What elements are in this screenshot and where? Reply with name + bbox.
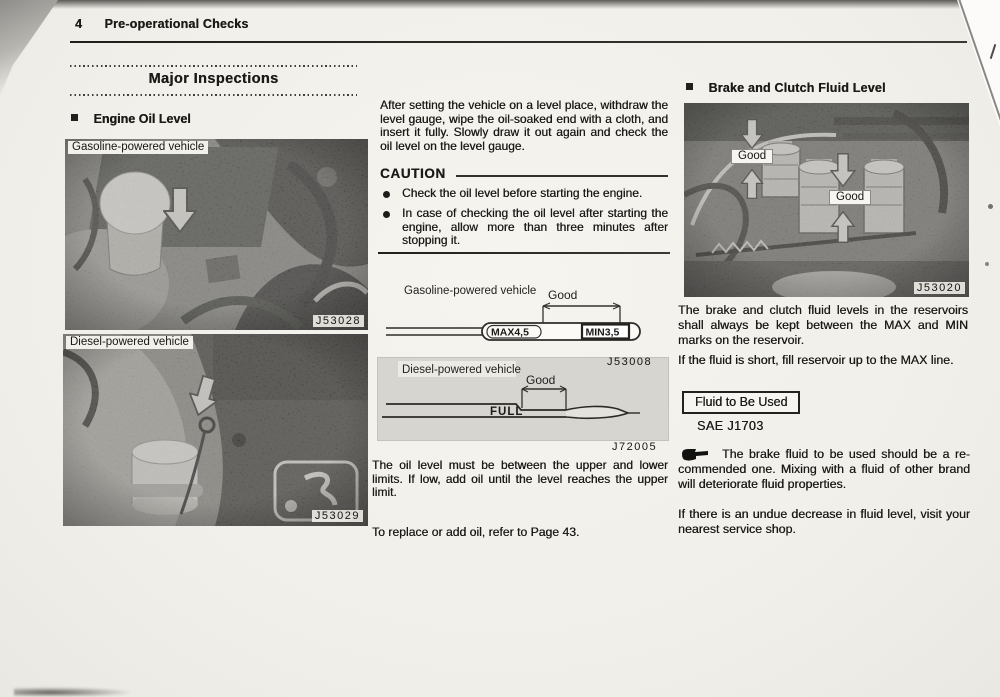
good-label-2: Good	[830, 191, 870, 204]
pointing-hand-icon	[680, 448, 710, 462]
diagram-diesel-code: J72005	[612, 441, 658, 453]
caution-list	[380, 187, 668, 248]
caution-item-text: In case of checking the oil level after starting the engine, allow more than three minutes after stopping it.	[402, 206, 668, 248]
brake-fluid-note	[678, 447, 970, 492]
section-dotted-rule-top	[70, 65, 357, 67]
page-header	[75, 17, 248, 31]
section-title: Major Inspections	[148, 71, 279, 87]
diagram-gasoline-label: Gasoline-powered vehicle	[404, 285, 537, 297]
engine-oil-heading	[71, 110, 191, 128]
caution-block	[380, 166, 668, 254]
diagram-gasoline-code: J53008	[607, 356, 653, 368]
oil-refer-note: To replace or add oil, refer to Page 43.	[372, 525, 580, 539]
caution-rule	[456, 175, 668, 177]
good-label-1: Good	[732, 150, 772, 163]
fluid-to-be-used-box	[682, 391, 800, 414]
reservoirs-illustration	[684, 103, 969, 297]
fluid-spec: SAE J1703	[697, 419, 764, 433]
diagram-diesel-label: Diesel-powered vehicle	[402, 364, 521, 376]
caution-title: CAUTION	[380, 166, 446, 181]
caution-item-text: Check the oil level before starting the engine.	[402, 186, 643, 200]
caution-item	[380, 207, 668, 248]
scan-dot-1	[988, 204, 993, 209]
fluid-short-paragraph: If the fluid is short, fill reservoir up to the MAX line.	[678, 353, 954, 367]
gasoline-engine-illustration	[65, 139, 368, 330]
fluid-levels-paragraph: The brake and clutch fluid levels in the reservoirs shall always be kept between the MAX and MIN marks on the reservoir.	[678, 303, 968, 347]
brake-fluid-note-text: The brake fluid to be used should be a re-commended one. Mixing with a fluid of other brand will deteriorate fluid properties.	[678, 447, 970, 491]
photo-gasoline-engine	[65, 139, 368, 330]
dipstick-diagram-gasoline	[380, 272, 666, 356]
page-title: Pre-operational Checks	[104, 17, 249, 31]
service-shop-paragraph: If there is an undue decrease in fluid level, visit your nearest service shop.	[678, 507, 970, 536]
square-bullet-icon	[71, 114, 78, 121]
photo-gasoline-code: J53028	[313, 315, 364, 327]
diagram-diesel-full-label: FULL	[490, 406, 524, 418]
diagram-diesel-good-label: Good	[526, 373, 556, 387]
dipstick-diagram-diesel	[378, 358, 668, 440]
caution-header	[380, 166, 668, 181]
scan-bottom-smudge	[14, 687, 134, 696]
diagram-gasoline-min-label: MIN3,5	[585, 326, 620, 339]
caution-item	[380, 187, 668, 201]
photo-reservoirs-code: J53020	[914, 282, 965, 294]
photo-gasoline-label: Gasoline-powered vehicle	[68, 141, 208, 154]
page-number: 4	[75, 17, 82, 31]
brake-clutch-heading	[686, 79, 886, 97]
oil-level-body: The oil level must be between the upper and lower limits. If low, add oil until the level reaches the upper limit.	[372, 458, 668, 500]
scan-corner-shadow	[0, 0, 58, 96]
photo-diesel-code: J53029	[312, 510, 363, 522]
diagram-gasoline-max-label: MAX4,5	[491, 326, 529, 339]
brake-clutch-heading-label: Brake and Clutch Fluid Level	[708, 81, 886, 95]
square-bullet-icon	[686, 83, 693, 90]
diagram-gasoline-good-label: Good	[548, 288, 578, 302]
header-rule	[70, 41, 967, 43]
photo-brake-clutch-reservoirs	[684, 103, 969, 297]
scan-dot-2	[985, 262, 989, 266]
dipstick-gasoline-drawing	[380, 272, 666, 356]
engine-oil-heading-label: Engine Oil Level	[93, 112, 191, 126]
scan-top-edge-shadow	[0, 0, 1000, 9]
photo-diesel-engine	[63, 334, 368, 526]
dipstick-diesel-drawing	[378, 358, 668, 440]
fluid-to-be-used-label: Fluid to Be Used	[682, 391, 800, 414]
oil-check-intro: After setting the vehicle on a level place, withdraw the level gauge, wipe the oil-soaked end with a cloth, and insert it fully. Slowly draw it out again and check the oil level on the level gauge.	[380, 98, 668, 153]
photo-diesel-label: Diesel-powered vehicle	[66, 336, 193, 349]
caution-bottom-rule	[378, 252, 670, 254]
section-dotted-rule-bottom	[70, 94, 357, 96]
diesel-engine-illustration	[63, 334, 368, 526]
